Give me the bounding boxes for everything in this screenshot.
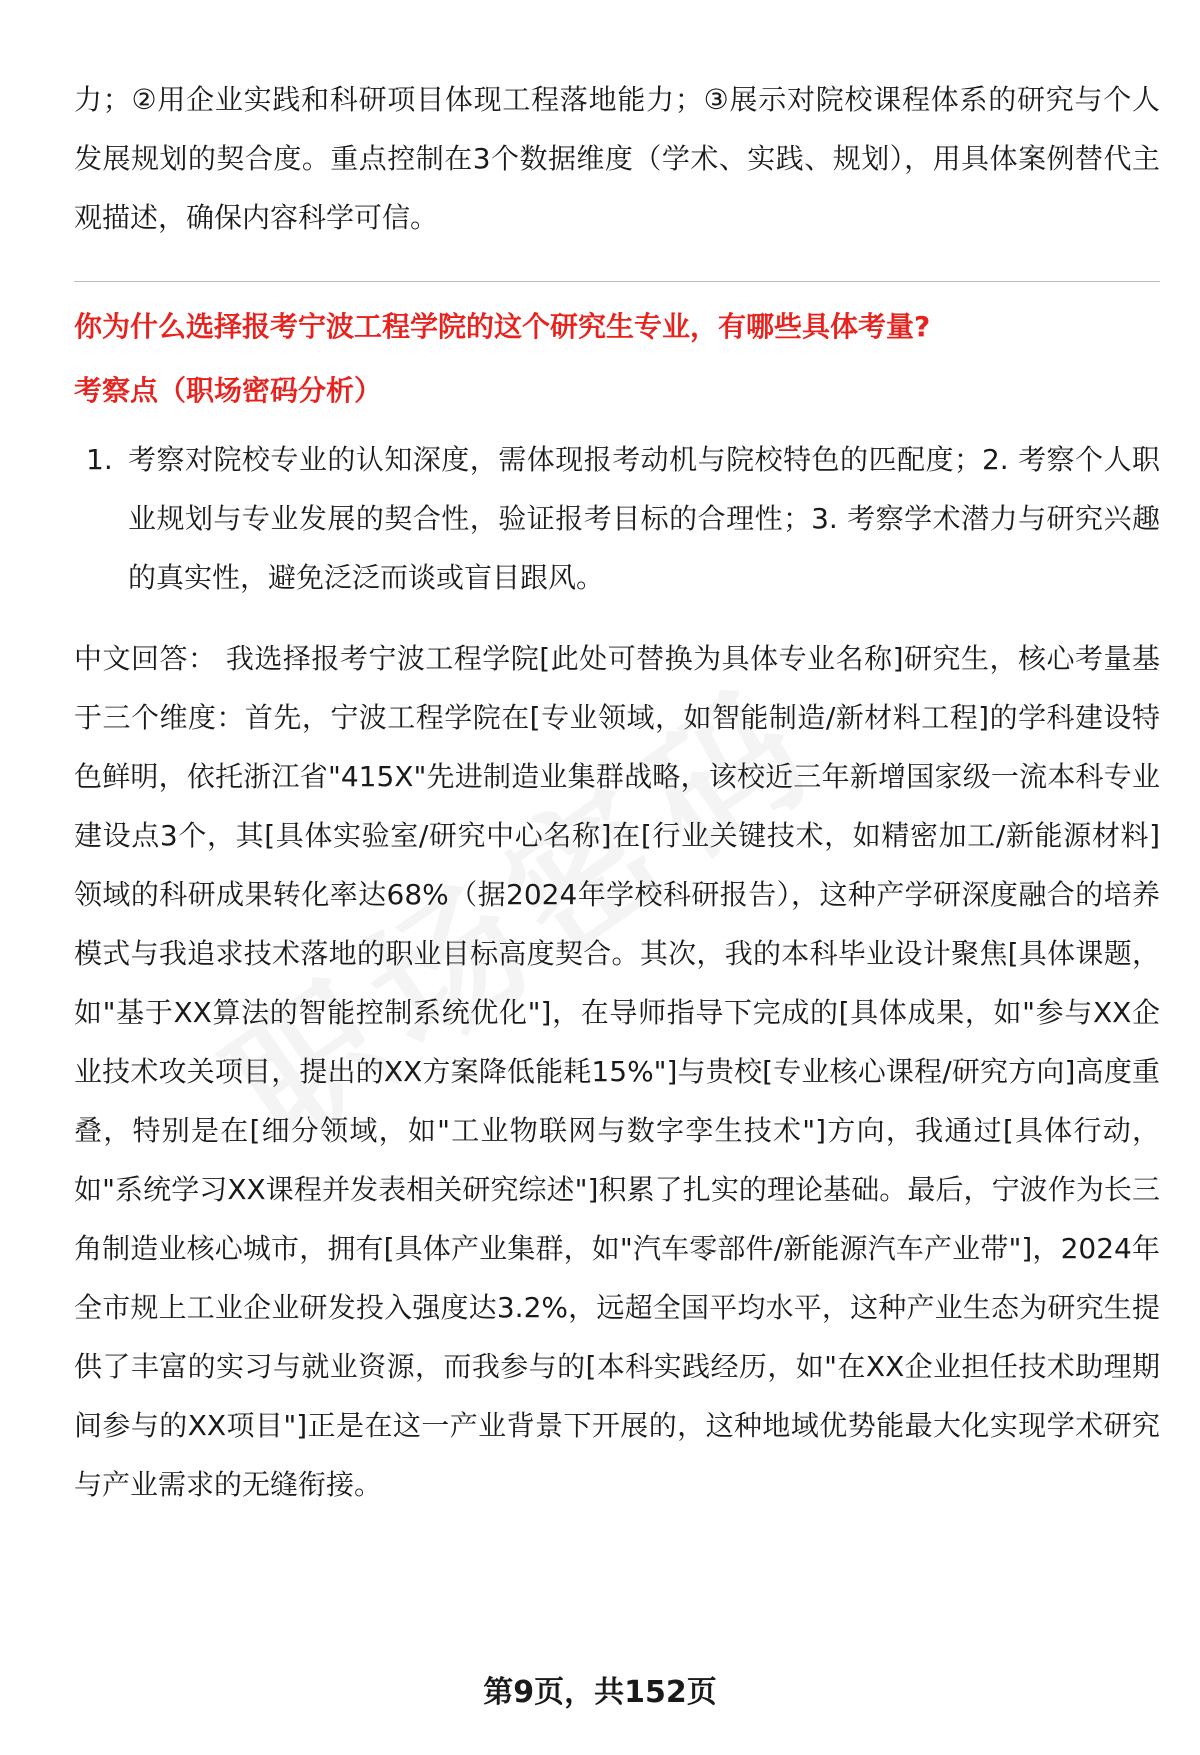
list-item: [74, 430, 1160, 607]
assessment-list: [74, 430, 1160, 607]
question-heading: 你为什么选择报考宁波工程学院的这个研究生专业，有哪些具体考量?: [74, 310, 931, 343]
document-page: [74, 70, 1160, 1514]
assessment-heading: 考察点（职场密码分析）: [74, 374, 383, 407]
section-divider: [74, 281, 1160, 282]
page-number: 第9页，共152页: [483, 1675, 717, 1710]
list-item-number: 1.: [86, 443, 113, 476]
answer-paragraph: 中文回答： 我选择报考宁波工程学院[此处可替换为具体专业名称]研究生，核心考量基于三个维度：首先，宁波工程学院在[专业领域，如智能制造/新材料工程]的学科建设特色鲜明，依托浙江省"415X"先进制造业集群战略，该校近三年新增国家级一流本科专业建设点3个，其[具体实验室/研究中心名称]在[行业关键技术，如精密加工/新能源材料]领域的科研成果转化率达68%（据2024年学校科研报告），这种产学研深度融合的培养模式与我追求技术落地的职业目标高度契合。其次，我的本科毕业设计聚焦[具体课题，如"基于XX算法的智能控制系统优化"]，在导师指导下完成的[具体成果，如"参与XX企业技术攻关项目，提出的XX方案降低能耗15%"]与贵校[专业核心课程/研究方向]高度重叠，特别是在[细分领域，如"工业物联网与数字孪生技术"]方向，我通过[具体行动，如"系统学习XX课程并发表相关研究综述"]积累了扎实的理论基础。最后，宁波作为长三角制造业核心城市，拥有[具体产业集群，如"汽车零部件/新能源汽车产业带"]，2024年全市规上工业企业研发投入强度达3.2%，远超全国平均水平，这种产业生态为研究生提供了丰富的实习与就业资源，而我参与的[本科实践经历，如"在XX企业担任技术助理期间参与的XX项目"]正是在这一产业背景下开展的，这种地域优势能最大化实现学术研究与产业需求的无缝衔接。: [74, 642, 1160, 1501]
intro-paragraph: 力；②用企业实践和科研项目体现工程落地能力；③展示对院校课程体系的研究与个人发展规划的契合度。重点控制在3个数据维度（学术、实践、规划），用具体案例替代主观描述，确保内容科学可信。: [74, 83, 1160, 234]
list-item-text: 考察对院校专业的认知深度，需体现报考动机与院校特色的匹配度；2. 考察个人职业规划与专业发展的契合性，验证报考目标的合理性；3. 考察学术潜力与研究兴趣的真实性，避免泛泛而谈或盲目跟风。: [128, 443, 1160, 594]
